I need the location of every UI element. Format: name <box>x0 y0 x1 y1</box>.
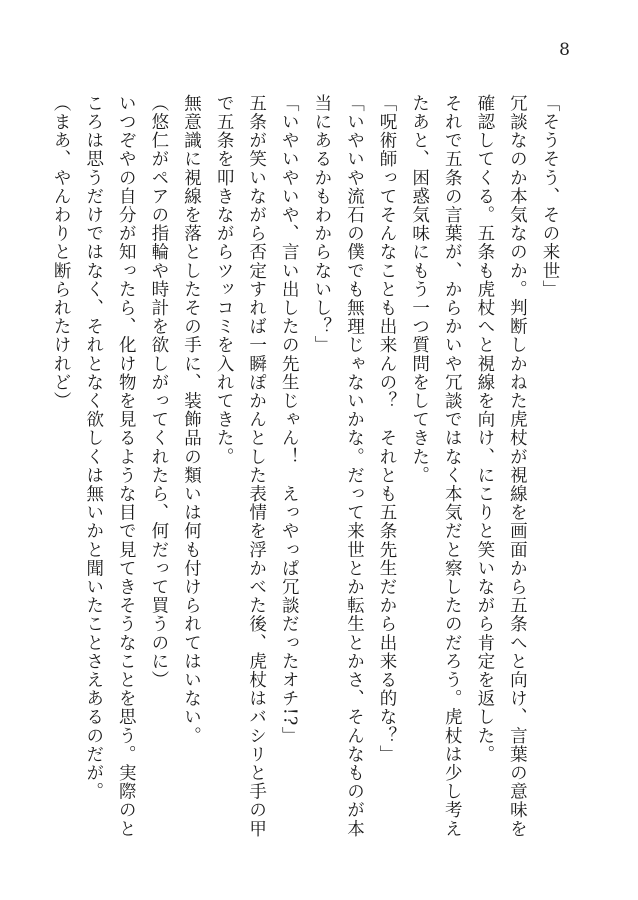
paragraph: （悠仁がペアの指輪や時計を欲しがってくれたら、何だって買うのに） <box>148 94 169 690</box>
paragraph: 冗談なのか本気なのか。判断しかねた虎杖が視線を画面から五条へと向け、言葉の意味を確認してくる。五条も虎杖へと視線を向け、にこりと笑いながら肯定を返した。 <box>474 94 528 838</box>
paragraph: 五条が笑いながら否定すれば一瞬ぽかんとした表情を浮かべた後、虎杖はバシリと手の甲で五条を叩きながらツッコミを入れてきた。 <box>214 94 267 838</box>
paragraph: いつぞやの自分が知ったら、化け物を見るような目で見てきそうなことを思う。実際のところは思うだけではなく、それとなく欲しくは無いかと聞いたことさえあるのだが。 <box>83 94 137 838</box>
paragraph: 「いやいやいや、言い出したの先生じゃん！ えっやっぱ冗談だったオチ!?」 <box>279 94 300 746</box>
body-text <box>51 94 566 854</box>
paragraph: 「そうそう、その来世」 <box>540 94 560 299</box>
paragraph: （まあ、やんわりと断られたけれど） <box>51 94 72 411</box>
page-number: 8 <box>559 40 570 60</box>
paragraph: 無意識に視線を落としたその手に、装飾品の類いは何も付けられてはいない。 <box>181 94 202 745</box>
paragraph: 「いやいや流石の僕でも無理じゃないかな。だって来世とか転生とかさ、そんなものが本当にあるかもわからないし？」 <box>311 94 365 838</box>
paragraph: 「呪術師ってそんなことも出来んの？ それとも五条先生だから出来る的な？」 <box>377 94 398 764</box>
paragraph: それで五条の言葉が、からかいや冗談ではなく本気だと察したのだろう。虎杖は少し考えたあと、困惑気味にもう一つ質問をしてきた。 <box>409 94 463 838</box>
